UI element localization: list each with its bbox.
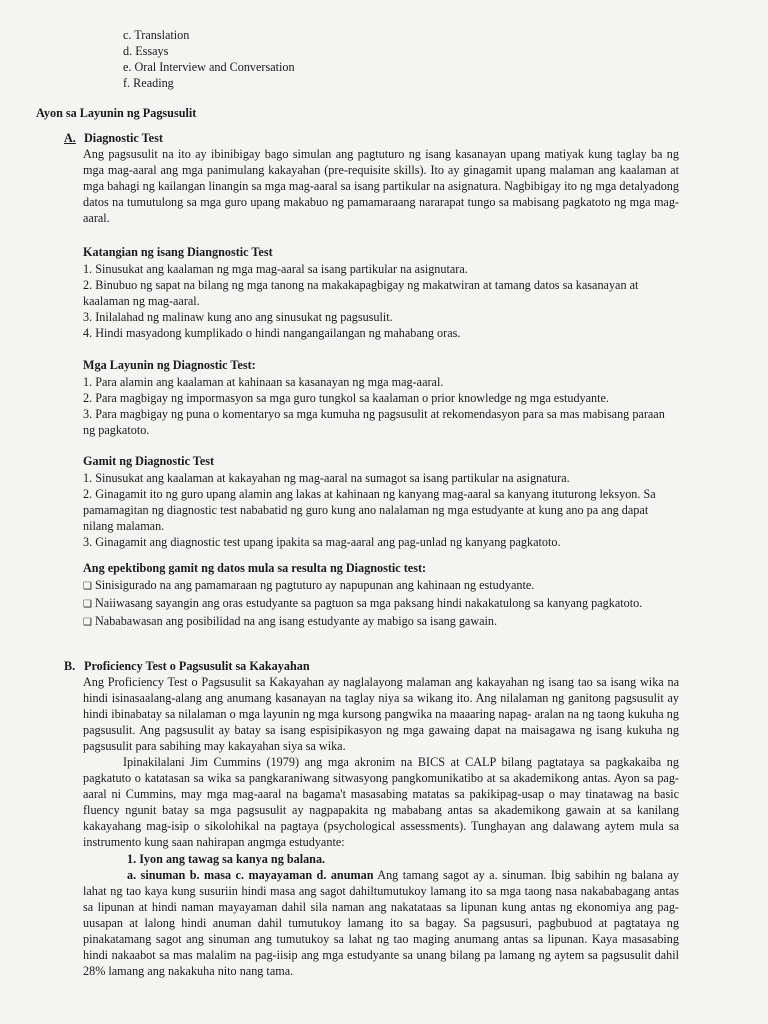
gamit-section [83,453,679,550]
main-heading: Ayon sa Layunin ng Pagsusulit [36,106,197,120]
gamit-title: Gamit ng Diagnostic Test [83,454,215,468]
section-b-title: Proficiency Test o Pagsusulit sa Kakayahan [84,659,310,673]
assessment-type-list [123,27,295,91]
section-b-letter: B. [64,659,76,673]
list-item: 2. Ginagamit ito ng guro upang alamin ang lakas at kahinaan ng kanyang mag-aaral sa kanyang ituturong leksyon. Sa pamamagitan ng diagnostic test nababatid ng guro kung ano nalalaman ng mga estudyante at kung ano pa ang dapat nilang malaman. [83,487,656,533]
section-b-heading [64,658,310,674]
katangian-section [83,244,679,341]
list-item: d. Essays [123,44,169,58]
list-item: 3. Inilalahad ng malinaw kung ano ang sinusukat ng pagsusulit. [83,310,393,324]
section-a-intro: Ang pagsusulit na ito ay ibinibigay bago simulan ang pagtuturo ng isang kasanayan upang matiyak kung taglay ba ng mga mag-aaral ang mga panimulang kakayahan (pre-requisite skills). Ito ay ginagamit upang malaman ang kaalaman at mga bahagi ng kailangan linangin sa mga mag-aaral sa isang partikular na asignatura. Nagbibigay ito ng mga detalyadong datos na tumutulong sa mga guro upang makabuo ng pamamaraang nararapat tungo sa mabisang pagkatoto ng mga mag-aaral. [83,147,679,225]
section-a-letter: A. [64,131,76,145]
list-item: ❑ Naiiwasang sayangin ang oras estudyante sa pagtuon sa mga paksang hindi nakakatulong sa kanyang pagkatoto. [83,595,679,613]
list-item: 1. Sinusukat ang kaalaman at kakayahan ng mag-aaral na sumagot sa isang partikular na asignatura. [83,471,570,485]
question-1-choices: a. sinuman b. masa c. mayayaman d. anuman [127,868,374,882]
list-item: c. Translation [123,28,190,42]
list-item: ❑ Nababawasan ang posibilidad na ang isang estudyante ay mabigo sa isang gawain. [83,613,679,631]
checkbox-bullet-icon: ❑ [83,617,92,628]
katangian-title: Katangian ng isang Diangnostic Test [83,245,273,259]
section-b-para1: Ang Proficiency Test o Pagsusulit sa Kakayahan ay naglalayong malaman ang kakayahan ng isang tao sa isang wika na hindi isinasaalang-alang ang anumang kasanayan na taglay niya sa wikang ito. Ang nilalaman ng ganitong pagsusulit ay hindi ibinabatay sa nilalaman o mga layunin ng mga kursong pangwika na maaaring napag- aralan na ng taong kukuha ng pagsusulit. Ang pagsusulit ay batay sa isang espisipikasyon ng mga gawaing dapat na maisagawa ng isang kukuha ng pagsusulit para sabihing may kakayahan siya sa wika. [83,675,679,753]
list-item: 2. Binubuo ng sapat na bilang ng mga tanong na makakapagbigay ng makatwiran at tamang datos sa kasanayan at kaalaman ng mag-aaral. [83,278,639,308]
list-item: 3. Ginagamit ang diagnostic test upang ipakita sa mag-aaral ang pag-unlad ng kanyang pagkatoto. [83,535,561,549]
list-item: f. Reading [123,76,174,90]
list-item: 1. Sinusukat ang kaalaman ng mga mag-aaral sa isang partikular na asignutara. [83,262,468,276]
section-a-title: Diagnostic Test [84,131,163,145]
list-item: e. Oral Interview and Conversation [123,60,295,74]
list-item: 2. Para magbigay ng impormasyon sa mga guro tungkol sa kaalaman o prior knowledge ng mga estudyante. [83,391,609,405]
checkbox-bullet-icon: ❑ [83,599,92,610]
list-item: 1. Para alamin ang kaalaman at kahinaan sa kasanayan ng mga mag-aaral. [83,375,444,389]
list-item: ❑ Sinisigurado na ang pamamaraan ng pagtuturo ay napupunan ang kahinaan ng estudyante. [83,577,679,595]
layunin-title: Mga Layunin ng Diagnostic Test: [83,358,256,372]
section-b-para2: Ipinakilalani Jim Cummins (1979) ang mga akronim na BICS at CALP bilang pagtataya sa pagkakaiba ng pagkatuto o katatasan sa wika sa pangkaraniwang sitwasyong pangkomunikatibo at sa akademikong antas. Ayon sa pag-aaral ni Cummins, may mga mag-aaral na bagama't masasabing matatas sa pakikipag-usap o may tinatawag na basic fluency ngunit batay sa mga pagsusulit ay nagpapakita ng mababang antas sa akademikong gawain at sa kanilang kakayahang mag-isip o sikolohikal na pagtaya (psychological assessments). Tunghayan ang dalawang aytem mula sa instrumento kung saan nahirapan angmga estudyante: [83,755,679,849]
list-item: 4. Hindi masyadong kumplikado o hindi nangangailangan ng mahabang oras. [83,326,461,340]
epektibong-section [83,560,679,631]
layunin-section [83,357,679,438]
question-1-answer-text: Ang tamang sagot ay a. sinuman. Ibig sabihin ng balana ay lahat ng tao kaya kung susuriin hindi masa ang sagot dahiltumutukoy lamang ito sa mga taong nasa nakababagang antas sa lipunan at hindi naman mayayaman dahil sila naman ang nakatataas sa lipunan kung antas ng ekonomiya ang pag-uusapan at lalong hindi anuman dahil tumutukoy lamang ito sa bagay. Sa pagsusuri, pagbubuod at pagtataya ng pinakatamang sagot ang sinuman ang tumutukoy sa lahat ng tao maging anumang antas sa lipunan. Kaya masasabing hindi nakaabot sa mas malalim na pag-iisip ang mga estudyante sa unang bilang pa lamang ng aytem sa pagsusulit dahil 28% lamang ang nakakuha nito nang tama. [83,868,679,978]
epektibong-title: Ang epektibong gamit ng datos mula sa resulta ng Diagnostic test: [83,561,427,575]
list-item: 3. Para magbigay ng puna o komentaryo sa mga kumuha ng pagsusulit at rekomendasyon para sa mas mabisang paraan ng pagkatoto. [83,407,665,437]
section-a-heading [64,130,163,146]
question-1-explanation [83,867,679,979]
checkbox-bullet-icon: ❑ [83,581,92,592]
question-1: 1. Iyon ang tawag sa kanya ng balana. [127,852,326,866]
